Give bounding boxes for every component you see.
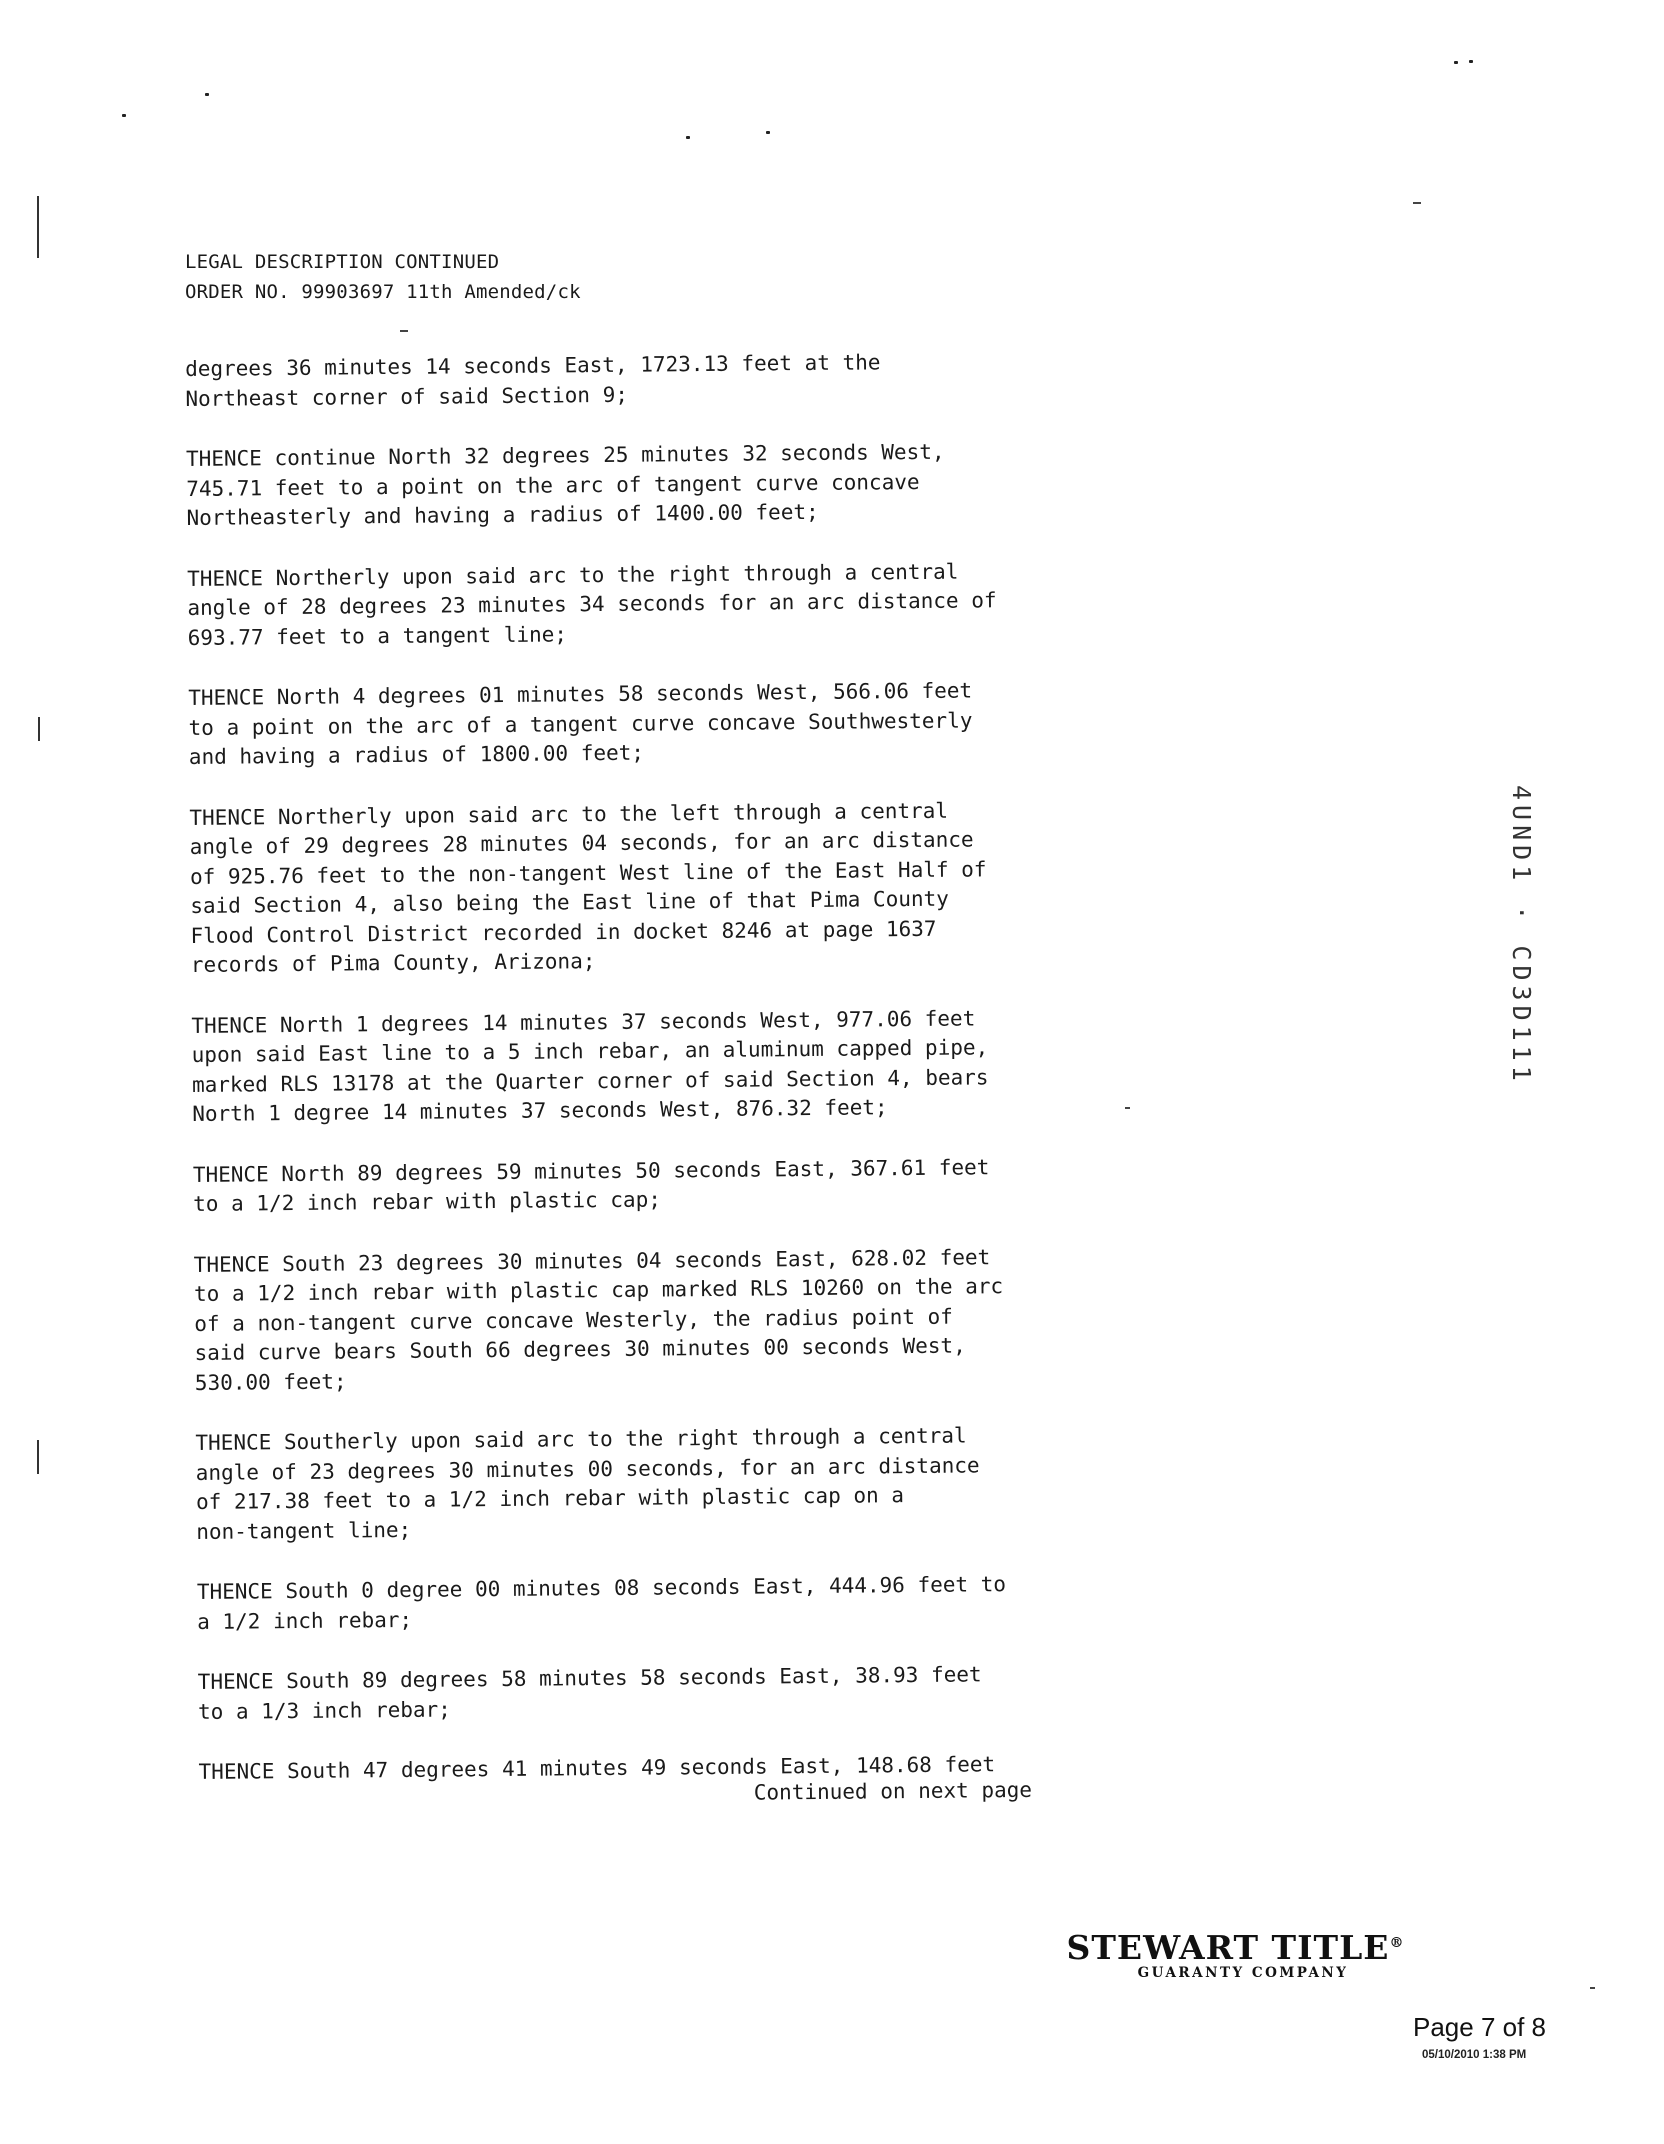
text-line: THENCE South 23 degrees 30 minutes 04 seconds East, 628.02 feet <box>193 1244 991 1277</box>
text-line: said curve bears South 66 degrees 30 minutes 00 seconds West, <box>194 1333 966 1365</box>
text-line: Flood Control District recorded in docket 8246 at page 1637 <box>190 916 937 948</box>
scan-bar <box>38 717 40 741</box>
paragraph <box>193 1151 1134 1219</box>
text-line: THENCE Northerly upon said arc to the right through a central <box>187 559 959 591</box>
fax-timestamp: 05/10/2010 1:38 PM <box>1422 2049 1527 2061</box>
paragraph <box>187 555 1128 653</box>
text-line: upon said East line to a 5 inch rebar, an aluminum capped pipe, <box>191 1035 989 1067</box>
scan-mark <box>400 330 408 332</box>
text-line: to a 1/3 inch rebar; <box>197 1697 451 1724</box>
text-line: THENCE continue North 32 degrees 25 minutes 32 seconds West, <box>185 439 945 471</box>
document-header <box>185 247 581 307</box>
text-line: 745.71 feet to a point on the arc of tangent curve concave <box>186 469 920 501</box>
logo-subtitle: GUARANTY COMPANY <box>1137 1965 1349 1981</box>
scan-mark <box>1413 202 1421 204</box>
text-line: angle of 29 degrees 28 minutes 04 seconds, for an arc distance <box>189 827 974 859</box>
text-line: North 1 degree 14 minutes 37 seconds West, 876.32 feet; <box>192 1095 888 1126</box>
paragraph <box>185 346 1126 414</box>
margin-stamp: 4UND1 · CD3D111 <box>1507 785 1536 1086</box>
scan-mark <box>1590 1987 1595 1989</box>
paragraph <box>188 675 1129 773</box>
header-legal-description: LEGAL DESCRIPTION CONTINUED <box>185 251 500 273</box>
text-line: and having a radius of 1800.00 feet; <box>188 740 645 769</box>
header-order-number: ORDER NO. 99903697 11th Amended/ck <box>185 281 581 303</box>
text-line: Northeasterly and having a radius of 1400.00 feet; <box>186 499 819 530</box>
text-line: degrees 36 minutes 14 seconds East, 1723.13 feet at the <box>185 350 881 381</box>
text-line: of a non-tangent curve concave Westerly, the radius point of <box>194 1304 953 1336</box>
text-line: to a point on the arc of a tangent curve concave Southwesterly <box>188 707 973 740</box>
scan-speck <box>1454 61 1458 64</box>
text-line: THENCE North 4 degrees 01 minutes 58 seconds West, 566.06 feet <box>188 678 973 710</box>
page-number: Page 7 of 8 <box>1413 2012 1546 2042</box>
text-line: 530.00 feet; <box>194 1368 347 1395</box>
text-line: said Section 4, also being the East line of that Pima County <box>190 886 949 918</box>
scan-speck <box>766 131 770 134</box>
text-line: angle of 23 degrees 30 minutes 00 seconds, for an arc distance <box>195 1452 980 1485</box>
paragraph <box>191 1002 1132 1129</box>
paragraph <box>198 1749 1138 1813</box>
text-line: records of Pima County, Arizona; <box>190 949 596 977</box>
text-line: THENCE North 1 degrees 14 minutes 37 seconds West, 977.06 feet <box>191 1005 976 1038</box>
paragraph <box>186 436 1127 534</box>
continued-note: Continued on next page <box>753 1777 1033 1805</box>
scan-bar <box>37 1440 39 1474</box>
scan-speck <box>205 93 209 96</box>
text-line: THENCE South 89 degrees 58 minutes 58 seconds East, 38.93 feet <box>197 1662 982 1694</box>
text-line: to a 1/2 inch rebar with plastic cap marked RLS 10260 on the arc <box>193 1274 1004 1306</box>
paragraph <box>189 794 1131 980</box>
text-line: THENCE Northerly upon said arc to the left through a central <box>189 798 949 830</box>
logo-main-text: STEWART TITLE <box>1066 1928 1390 1967</box>
text-line: of 217.38 feet to a 1/2 inch rebar with plastic cap on a <box>195 1483 905 1514</box>
text-line: THENCE North 89 degrees 59 minutes 50 seconds East, 367.61 feet <box>192 1154 990 1187</box>
logo-wordmark <box>1048 1928 1423 1967</box>
scan-speck <box>1469 60 1473 63</box>
legal-description-body <box>185 346 1139 1813</box>
paragraph <box>194 1241 1135 1398</box>
paragraph <box>197 1569 1138 1637</box>
text-line: angle of 28 degrees 23 minutes 34 seconds for an arc distance of <box>187 588 997 620</box>
text-line: of 925.76 feet to the non-tangent West line of the East Half of <box>189 856 987 889</box>
text-line: 693.77 feet to a tangent line; <box>187 621 568 650</box>
scan-speck <box>686 136 690 139</box>
scan-speck <box>122 114 126 117</box>
text-line: marked RLS 13178 at the Quarter corner of said Section 4, bears <box>191 1064 989 1097</box>
paragraph <box>198 1659 1139 1727</box>
scan-bar <box>37 196 39 258</box>
text-line: non-tangent line; <box>196 1517 412 1544</box>
text-line: Northeast corner of said Section 9; <box>185 382 629 411</box>
text-line: THENCE Southerly upon said arc to the right through a central <box>195 1423 967 1455</box>
stewart-title-logo <box>1048 1928 1423 1981</box>
text-line: THENCE South 47 degrees 41 minutes 49 seconds East, 148.68 feet <box>198 1752 996 1784</box>
text-line: to a 1/2 inch rebar with plastic cap; <box>193 1187 662 1216</box>
text-line: THENCE South 0 degree 00 minutes 08 seconds East, 444.96 feet to <box>196 1572 1007 1604</box>
paragraph <box>195 1420 1136 1547</box>
text-line: a 1/2 inch rebar; <box>197 1607 413 1634</box>
logo-registered-mark: ® <box>1389 1935 1405 1951</box>
